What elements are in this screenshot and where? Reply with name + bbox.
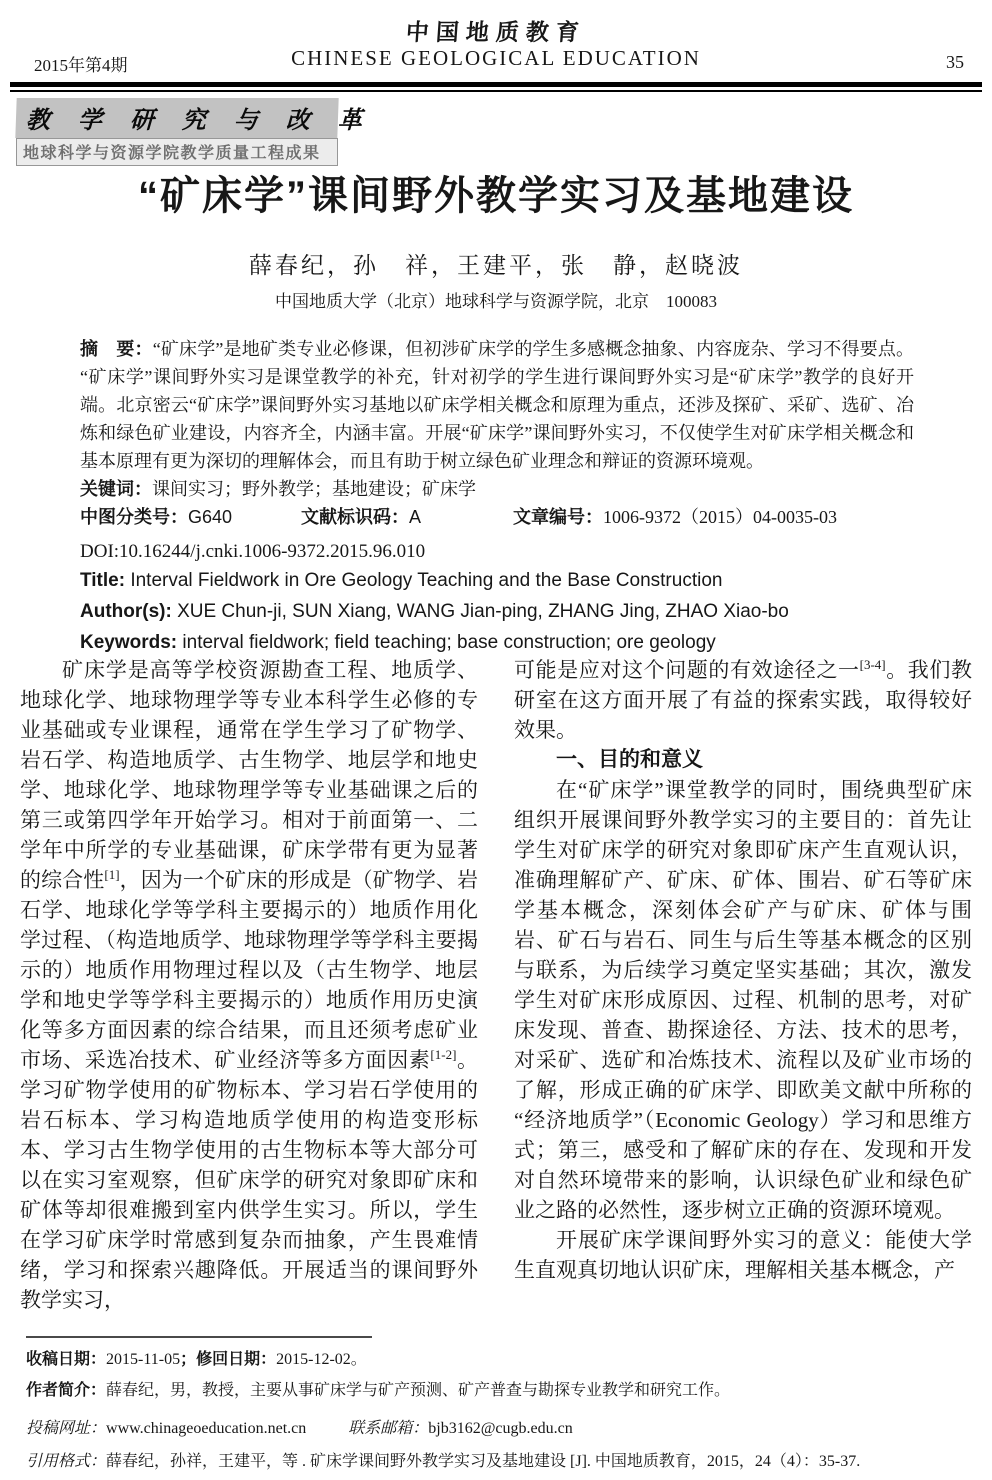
citation-ref: [1] bbox=[104, 867, 120, 882]
journal-name-english: CHINESE GEOLOGICAL EDUCATION bbox=[291, 46, 701, 70]
keywords-english-text: interval fieldwork; field teaching; base construction; ore geology bbox=[177, 632, 716, 653]
cite-label: 引用格式： bbox=[26, 1453, 107, 1470]
authors-english-label: Author(s): bbox=[80, 601, 172, 622]
clc-value: G640 bbox=[188, 507, 233, 527]
section-heading: 一、目的和意义 bbox=[556, 748, 703, 771]
article-title: “矿床学”课间野外教学实习及基地建设 bbox=[138, 174, 854, 218]
issue-label: 2015年第4期 bbox=[34, 56, 128, 75]
article-authors: 薛春纪，孙 祥，王建平，张 静，赵晓波 bbox=[249, 253, 743, 278]
body-column-left bbox=[20, 655, 478, 1315]
article-no-value: 1006-9372（2015）04-0035-03 bbox=[603, 507, 837, 527]
doi-line: DOI:10.16244/j.cnki.1006-9372.2015.96.010 bbox=[80, 541, 426, 562]
email-label: 联系邮箱： bbox=[348, 1420, 429, 1437]
journal-name-chinese: 中国地质教育 bbox=[404, 20, 587, 45]
article-no-item bbox=[513, 503, 837, 531]
site-value: www.chinageoeducation.net.cn bbox=[106, 1420, 307, 1437]
doc-code-item bbox=[301, 503, 513, 531]
article-affiliation: 中国地质大学（北京）地球科学与资源学院，北京 100083 bbox=[275, 292, 717, 311]
abstract-text: “矿床学”是地矿类专业必修课，但初涉矿床学的学生多感概念抽象、内容庞杂、学习不得要点。“矿床学”课间野外实习是课堂教学的补充，针对初学的学生进行课间野外实习是“矿床学”教学的良好开端。北京密云“矿床学”课间野外实习基地以矿床学相关概念和原理为重点，还涉及探矿、采矿、选矿、冶炼和绿色矿业建设，内容齐全，内涵丰富。开展“矿床学”课间野外实习，不仅使学生对矿床学相关概念和基本原理有更为深切的理解体会，而且有助于树立绿色矿业理念和辩证的资源环境观。 bbox=[80, 339, 914, 471]
page-number: 35 bbox=[946, 52, 964, 72]
bio-label: 作者简介： bbox=[26, 1382, 107, 1399]
author-bio-row bbox=[26, 1379, 972, 1403]
dates-separator: ； bbox=[180, 1351, 197, 1368]
site-label: 投稿网址： bbox=[26, 1420, 107, 1437]
citation-row bbox=[26, 1450, 972, 1474]
keywords-english-label: Keywords: bbox=[80, 632, 178, 653]
footnote-rule bbox=[26, 1336, 372, 1338]
dates-row bbox=[26, 1348, 972, 1372]
classification-row bbox=[80, 503, 914, 531]
body-paragraph: 在“矿床学”课堂教学的同时，围绕典型矿床组织开展课间野外教学实习的主要目的：首先让学生对矿床学的研究对象即矿床产生直观认识，准确理解矿产、矿床、矿体、围岩、矿石等矿床学基本概念，深刻体会矿产与矿床、矿体与围岩、矿石与岩石、同生与后生等基本概念的区别与联系，为后续学习奠定坚实基础；其次，激发学生对矿床形成原因、过程、机制的思考，对矿床发现、普查、勘探途径、方法、技术的思考，对采矿、选矿和冶炼技术、流程以及矿业市场的了解，形成正确的矿床学、即欧美文献中所称的“经济地质学”（Economic Geology）学习和思维方式；第三，感受和了解矿床的存在、发现和开发对自然环境带来的影响，认识绿色矿业和绿色矿业之路的必然性，逐步树立正确的资源环境观。 bbox=[514, 778, 972, 1222]
revised-label: 修回日期： bbox=[196, 1351, 277, 1368]
clc-item bbox=[80, 503, 301, 531]
column-banner-subtitle: 地球科学与资源学院教学质量工程成果 bbox=[16, 138, 338, 166]
article-no-label: 文章编号： bbox=[513, 507, 603, 527]
revised-value: 2015-12-02。 bbox=[276, 1351, 367, 1368]
keywords-line bbox=[80, 475, 914, 503]
meta-block bbox=[80, 335, 914, 658]
title-english-line bbox=[80, 565, 914, 596]
authors-english-text: XUE Chun-ji, SUN Xiang, WANG Jian-ping, ZHANG Jing, ZHAO Xiao-bo bbox=[171, 601, 789, 622]
keywords-label: 关键词： bbox=[80, 479, 152, 499]
keywords-english-line bbox=[80, 627, 914, 658]
contact-row bbox=[26, 1417, 972, 1441]
citation-ref: [3-4] bbox=[859, 657, 886, 672]
abstract-paragraph bbox=[80, 335, 914, 475]
column-banner-title: 教 学 研 究 与 改 革 bbox=[15, 98, 338, 138]
authors-english-line bbox=[80, 596, 914, 627]
body-paragraph: 开展矿床学课间野外实习的意义：能使大学生直观真切地认识矿床，理解相关基本概念，产 bbox=[514, 1228, 972, 1282]
column-banner bbox=[16, 98, 374, 166]
doc-code-label: 文献标识码： bbox=[301, 507, 409, 527]
title-english-text: Interval Fieldwork in Ore Geology Teaching and the Base Construction bbox=[125, 570, 723, 591]
clc-label: 中图分类号： bbox=[80, 507, 188, 527]
keywords-text: 课间实习；野外教学；基地建设；矿床学 bbox=[152, 479, 476, 499]
body-paragraph: 可能是应对这个问题的有效途径之一[3-4]。我们教研室在这方面开展了有益的探索实践，取得较好效果。 bbox=[514, 657, 973, 742]
doc-code-value: A bbox=[409, 507, 422, 527]
abstract-label: 摘 要： bbox=[80, 339, 153, 359]
cite-value: 薛春纪，孙祥，王建平，等 . 矿床学课间野外教学实习及基地建设 [J]. 中国地质教育，2015，24（4）：35-37. bbox=[106, 1453, 861, 1470]
bio-value: 薛春纪，男，教授，主要从事矿床学与矿产预测、矿产普查与勘探专业教学和研究工作。 bbox=[106, 1382, 731, 1399]
body-paragraph: 矿床学是高等学校资源勘查工程、地质学、地球化学、地球物理学等专业本科学生必修的专业基础或专业课程，通常在学生学习了矿物学、岩石学、构造地质学、古生物学、地层学和地史学、地球化学、地球物理学等专业基础课之后的第三或第四学年开始学习。相对于前面第一、二学年中所学的专业基础课，矿床学带有更为显著的综合性[1]，因为一个矿床的形成是（矿物学、岩石学、地球化学等学科主要揭示的）地质作用化学过程、（构造地质学、地球物理学等学科主要揭示的）地质作用物理过程以及（古生物学、地层学和地史学等学科主要揭示的）地质作用历史演化等多方面因素的综合结果，而且还须考虑矿业市场、采选冶技术、矿业经济等多方面因素[1-2]。学习矿物学使用的矿物标本、学习岩石学使用的岩石标本、学习构造地质学使用的构造变形标本、学习古生物学使用的古生物标本等大部分可以在实习室观察，但矿床学的研究对象即矿床和矿体等却很难搬到室内供学生实习。所以，学生在学习矿床学时常感到复杂而抽象，产生畏难情绪，学习和探索兴趣降低。开展适当的课间野外教学实习， bbox=[20, 658, 479, 1312]
citation-ref: [1-2] bbox=[430, 1047, 457, 1062]
header-rule-thick bbox=[10, 82, 982, 87]
title-english-label: Title: bbox=[80, 570, 126, 591]
body-column-right bbox=[514, 655, 972, 1285]
email-value: bjb3162@cugb.edu.cn bbox=[428, 1420, 573, 1437]
footnote-block bbox=[26, 1346, 972, 1474]
received-label: 收稿日期： bbox=[26, 1351, 107, 1368]
header-rule-thin bbox=[10, 90, 982, 92]
received-value: 2015-11-05 bbox=[106, 1351, 181, 1368]
